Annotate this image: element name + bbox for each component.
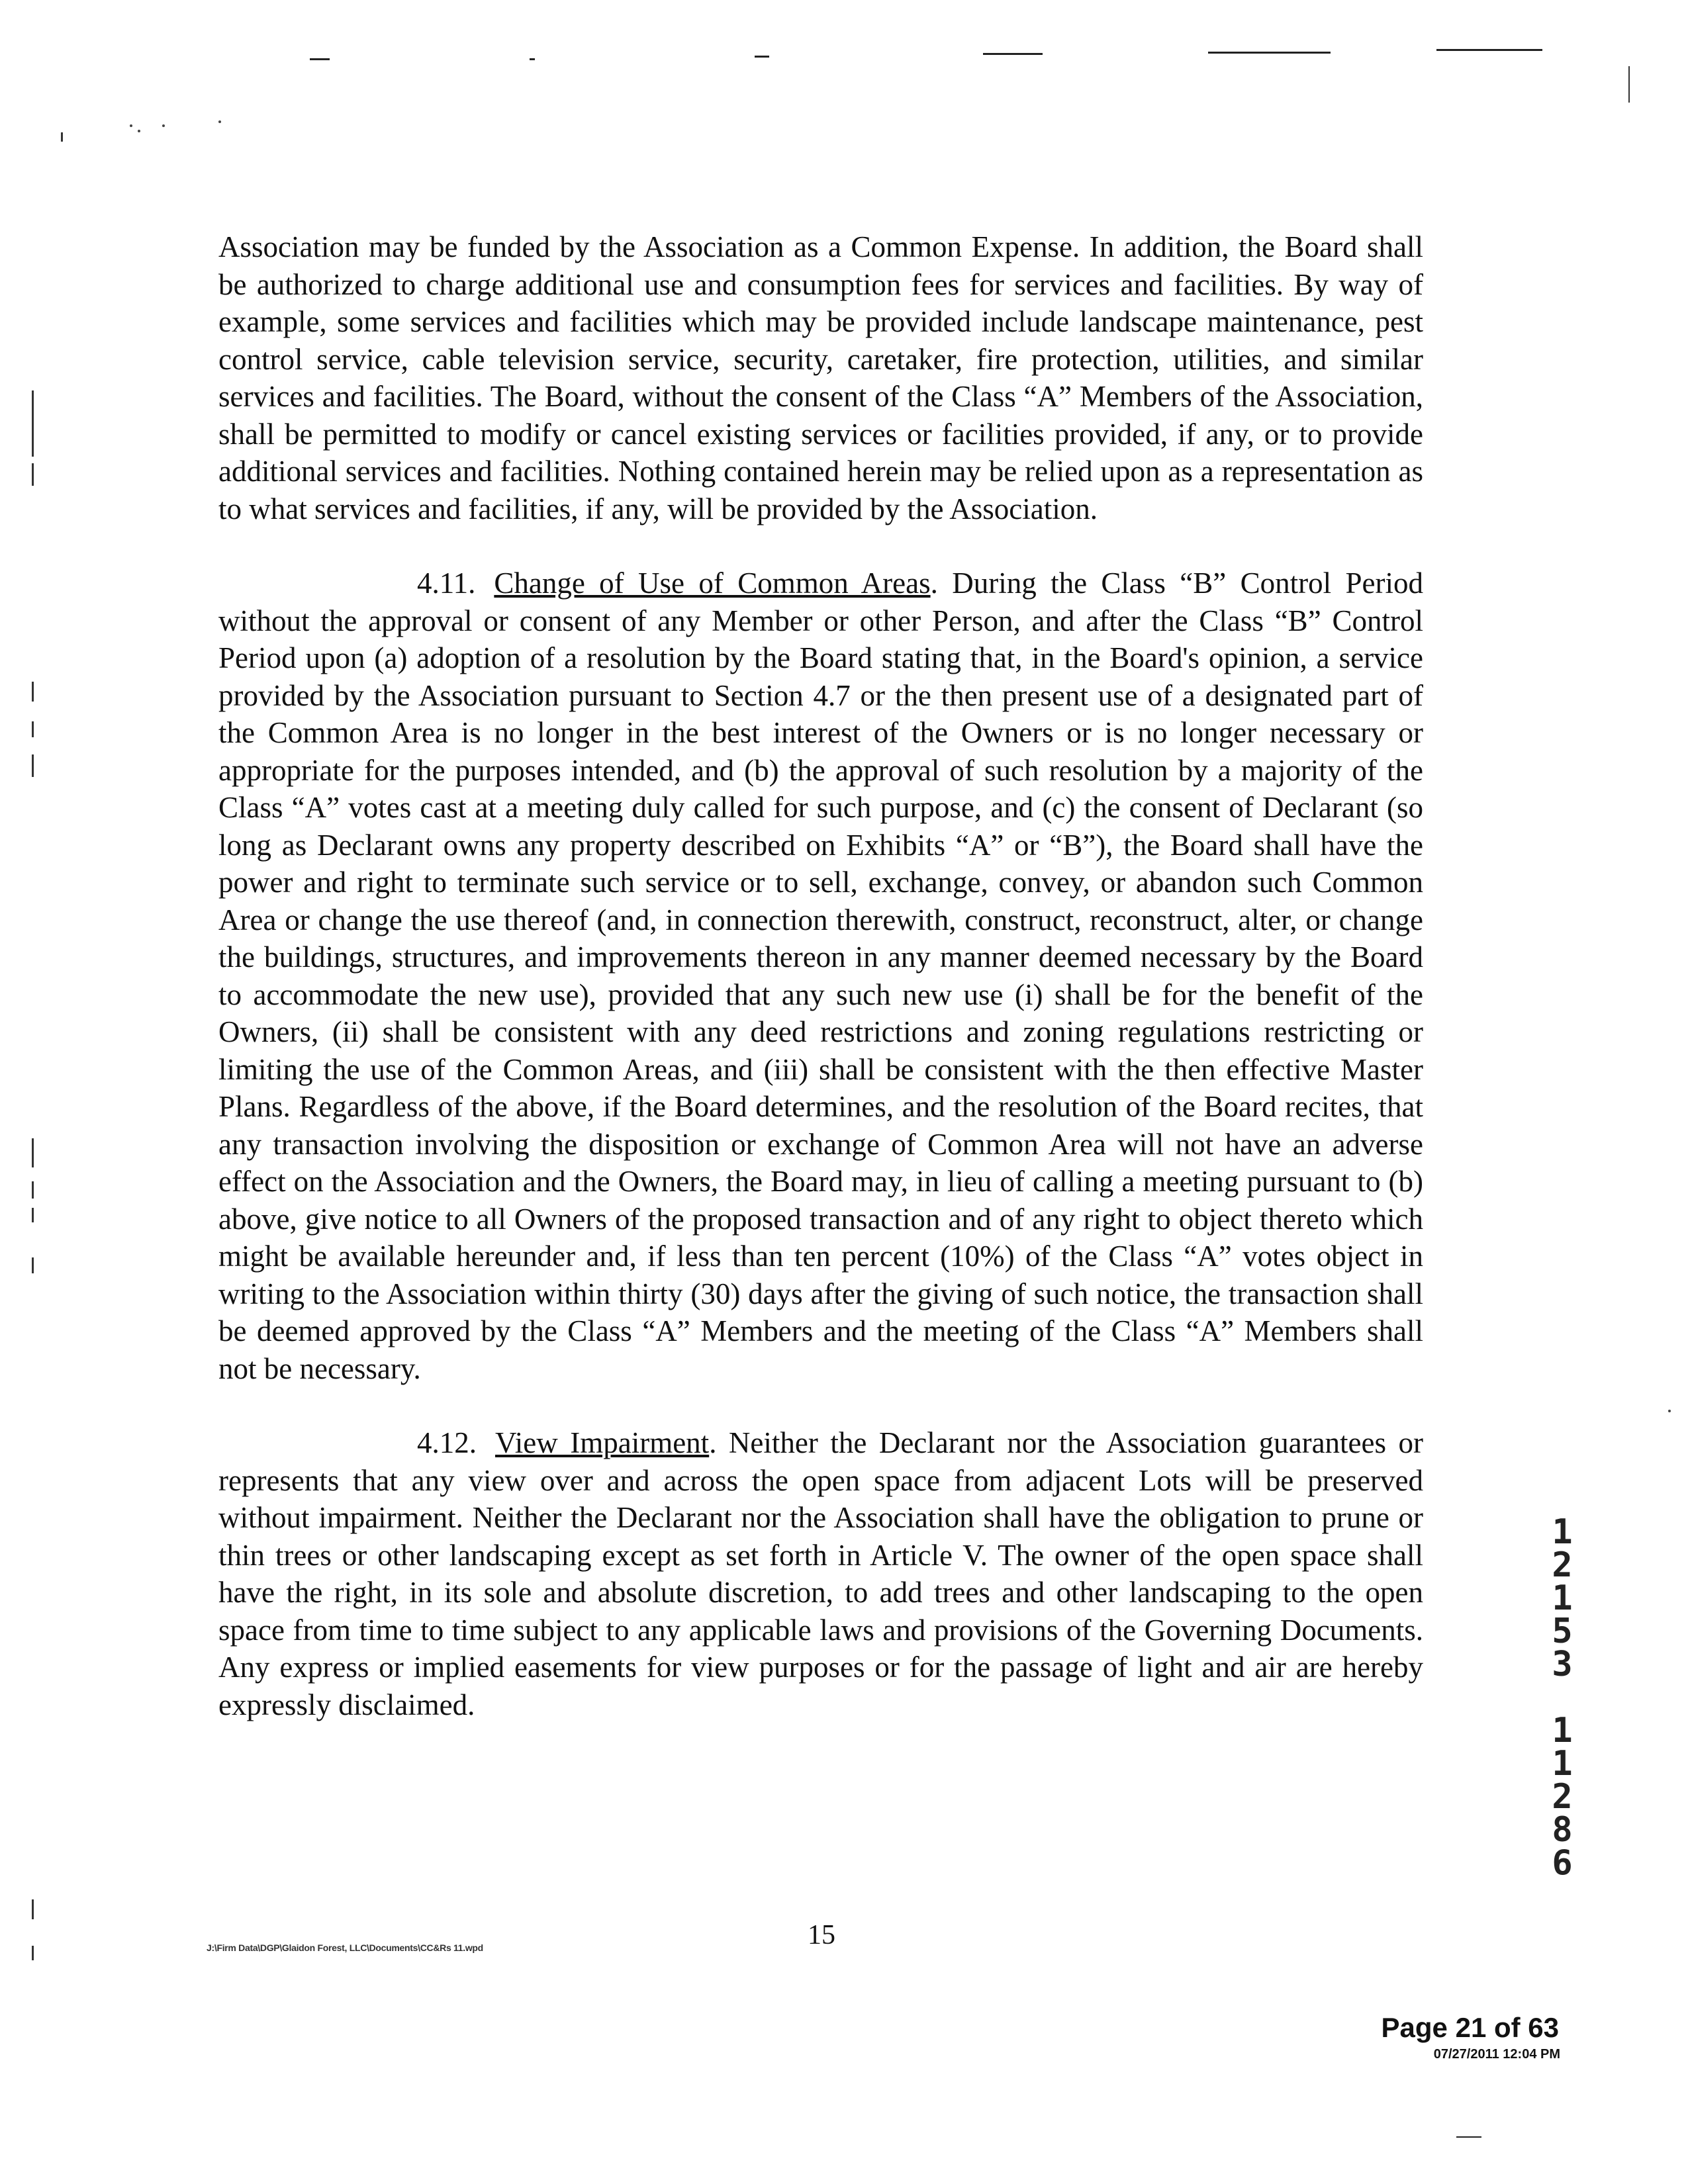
stamp-digit: 1 (1552, 1711, 1573, 1751)
page-number: 15 (808, 1920, 835, 1950)
scan-artifact (530, 58, 535, 60)
paragraph-intro: Association may be funded by the Association as a Common Expense. In addition, the Board shall be authorized to charge additional use and consumption fees for services and facilities. By way of example, some services and facilities which may be provided include landscape maintenance, pest control service, cable television service, security, caretaker, fire protection, utilities, and similar services and facilities. The Board, without the consent of the Class “A” Members of the Association, shall be permitted to modify or cancel existing services or facilities provided, if any, or to provide additional services and facilities. Nothing contained herein may be relied upon as a representation as to what services and facilities, if any, will be provided by the Association. (218, 230, 1423, 525)
section-4-12 (218, 1424, 1423, 1723)
change-bar (32, 1899, 34, 1919)
recorder-timestamp: 07/27/2011 12:04 PM (1433, 2047, 1560, 2062)
change-bar (32, 754, 34, 777)
stamp-digit: 2 (1552, 1545, 1573, 1585)
section-number: 4.11. (417, 567, 476, 600)
document-body (218, 228, 1423, 1760)
change-bar (32, 463, 34, 486)
scan-artifact (1436, 49, 1542, 51)
scan-artifact (61, 132, 63, 142)
scan-artifact (1628, 66, 1630, 103)
scan-artifact (1456, 2136, 1481, 2138)
change-bar (32, 1208, 34, 1222)
scan-artifact (138, 130, 140, 132)
stamp-digit: 3 (1552, 1645, 1573, 1684)
change-bar (32, 1138, 34, 1167)
change-bar (32, 390, 34, 457)
stamp-digit: 5 (1552, 1612, 1573, 1651)
section-text: . During the Class “B” Control Period without the approval or consent of any Member or other Person, and after the Class “B” Control Period upon (a) adoption of a resolution by the Board stating that, in the Board's opinion, a service provided by the Association pursuant to Section 4.7 or the then present use of a designated part of the Common Area is no longer in the best interest of the Owners or is no longer necessary or appropriate for the purposes intended, and (b) the approval of such resolution by a majority of the Class “A” votes cast at a meeting duly called for such purpose, and (c) the consent of Declarant (so long as Declarant owns any property described on Exhibits “A” or “B”), the Board shall have the power and right to terminate such service or to sell, exchange, convey, or abandon such Common Area or change the use thereof (and, in connection therewith, construct, reconstruct, alter, or change the buildings, structures, and improvements thereon in any manner deemed necessary by the Board to accommodate the new use), provided that any such new use (i) shall be for the benefit of the Owners, (ii) shall be consistent with any deed restrictions and zoning regulations restricting or limiting the use of the Common Areas, and (iii) shall be consistent with the then effective Master Plans. Regardless of the above, if the Board determines, and the resolution of the Board recites, that any transaction involving the disposition or exchange of Common Area will not have an adverse effect on the Association and the Owners, the Board may, in lieu of calling a meeting pursuant to (b) above, give notice to all Owners of the proposed transaction and of any right to object thereto which might be available hereunder and, if less than ten percent (10%) of the Class “A” votes object in writing to the Association within thirty (30) days after the giving of such notice, the transaction shall be deemed approved by the Class “A” Members and the meeting of the Class “A” Members shall not be necessary. (218, 567, 1423, 1385)
scan-artifact (755, 56, 769, 58)
stamp-digit: 1 (1552, 1578, 1573, 1618)
recording-stamp-upper (1542, 1512, 1582, 1684)
change-bar (32, 682, 34, 702)
scan-artifact (1208, 52, 1331, 54)
stamp-digit: 1 (1552, 1744, 1573, 1784)
stamp-digit: 8 (1552, 1810, 1573, 1850)
change-bar (32, 1946, 34, 1960)
stamp-digit: 1 (1552, 1512, 1573, 1552)
scan-artifact (310, 58, 330, 60)
footer-file-path: J:\Firm Data\DGP\Glaidon Forest, LLC\Documents\CC&Rs 11.wpd (207, 1942, 483, 1953)
scan-artifact (983, 53, 1043, 55)
stamp-digit: 2 (1552, 1777, 1573, 1817)
section-number: 4.12. (417, 1426, 477, 1459)
section-text: . Neither the Declarant nor the Association guarantees or represents that any view over and across the open space from adjacent Lots will be preserved without impairment. Neither the Declarant nor the Association shall have the obligation to prune or thin trees or other landscaping except as set forth in Article V. The owner of the open space shall have the right, in its sole and absolute discretion, to add trees and other landscaping to the open space from time to time subject to any applicable laws and provisions of the Governing Documents. Any express or implied easements for view purposes or for the passage of light and air are hereby expressly disclaimed. (218, 1426, 1423, 1721)
scan-artifact (162, 124, 165, 127)
section-4-11 (218, 565, 1423, 1387)
scan-artifact (218, 120, 221, 123)
stamp-digit: 6 (1552, 1843, 1573, 1883)
recording-stamp-lower (1542, 1711, 1582, 1883)
section-title: View Impairment (495, 1426, 710, 1459)
change-bar (32, 1181, 34, 1199)
scan-artifact (1668, 1410, 1671, 1412)
recorder-page-label: Page 21 of 63 (1381, 2012, 1559, 2043)
section-title: Change of Use of Common Areas (494, 567, 931, 600)
change-bar (32, 1257, 34, 1273)
scan-artifact (130, 124, 132, 127)
change-bar (32, 721, 34, 737)
